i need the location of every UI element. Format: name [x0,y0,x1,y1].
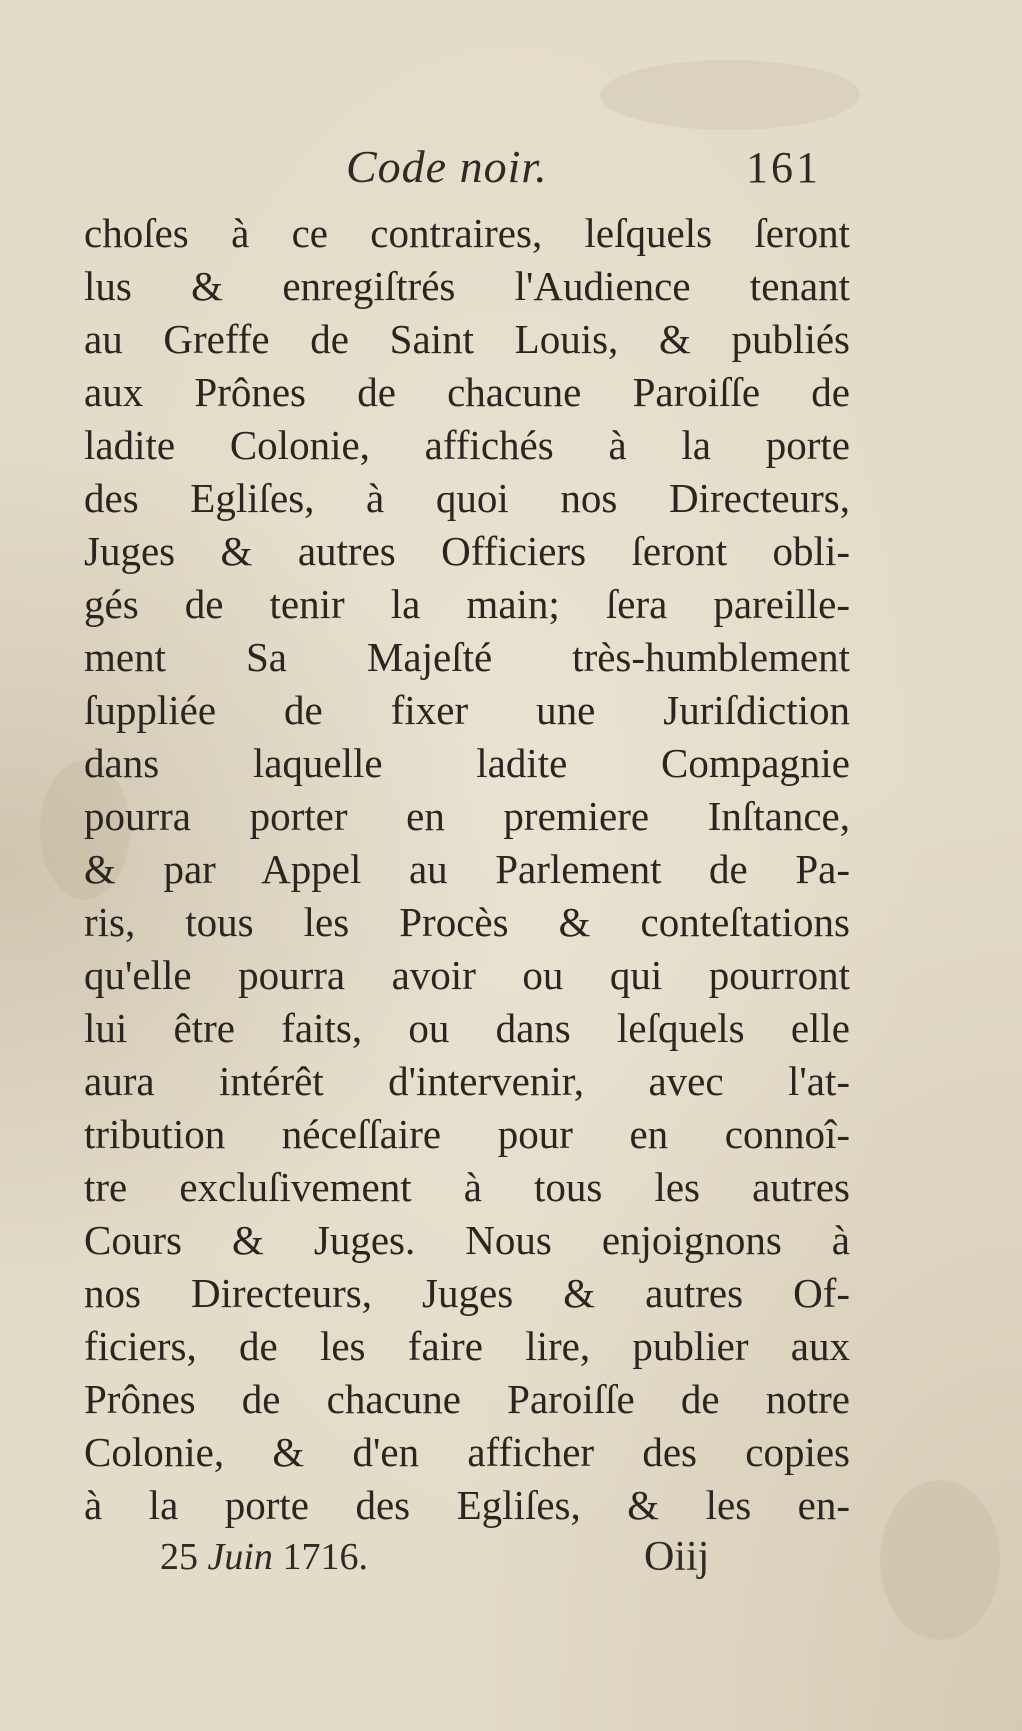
text-line: qu'elle pourra avoir ou qui pourront [84,952,850,998]
page-header [0,140,1022,200]
text-line: Colonie, & d'en afficher des copies [84,1429,850,1475]
text-line: ment Sa Majeſté très-humblement [84,634,850,680]
text-line: gés de tenir la main; ſera pareille- [84,581,850,627]
text-line: aux Prônes de chacune Paroiſſe de [84,369,850,415]
body-text [84,207,850,1532]
text-line: ladite Colonie, affichés à la porte [84,422,850,468]
text-line: Prônes de chacune Paroiſſe de notre [84,1376,850,1422]
text-line: ſuppliée de fixer une Juriſdiction [84,687,850,733]
text-line: ris, tous les Procès & conteſtations [84,899,850,945]
text-line: tre excluſivement à tous les autres [84,1164,850,1210]
text-line: ficiers, de les faire lire, publier aux [84,1323,850,1369]
text-line: dans laquelle ladite Compagnie [84,740,850,786]
text-line: aura intérêt d'intervenir, avec l'at- [84,1058,850,1104]
text-line: lui être faits, ou dans leſquels elle [84,1005,850,1051]
footer-date-month: Juin [207,1536,273,1578]
text-line: à la porte des Egliſes, & les en- [84,1482,850,1528]
running-title: Code noir. [346,141,548,192]
footer-date-day: 25 [160,1536,198,1578]
text-line: choſes à ce contraires, leſquels ſeront [84,210,850,256]
signature-mark: Oiij [644,1534,710,1580]
text-line: des Egliſes, à quoi nos Directeurs, [84,475,850,521]
paper-stain [600,60,860,130]
text-line: tribution néceſſaire pour en connoî- [84,1111,850,1157]
text-line: nos Directeurs, Juges & autres Of- [84,1270,850,1316]
text-line: & par Appel au Parlement de Pa- [84,846,850,892]
text-line: lus & enregiſtrés l'Audience tenant [84,263,850,309]
text-line: au Greffe de Saint Louis, & publiés [84,316,850,362]
text-line: Juges & autres Officiers ſeront obli- [84,528,850,574]
page-footer [0,1535,1022,1595]
footer-date-year: 1716. [282,1536,368,1578]
footer-date [160,1535,368,1579]
page-number: 161 [746,143,821,192]
text-line: pourra porter en premiere Inſtance, [84,793,850,839]
text-line: Cours & Juges. Nous enjoignons à [84,1217,850,1263]
